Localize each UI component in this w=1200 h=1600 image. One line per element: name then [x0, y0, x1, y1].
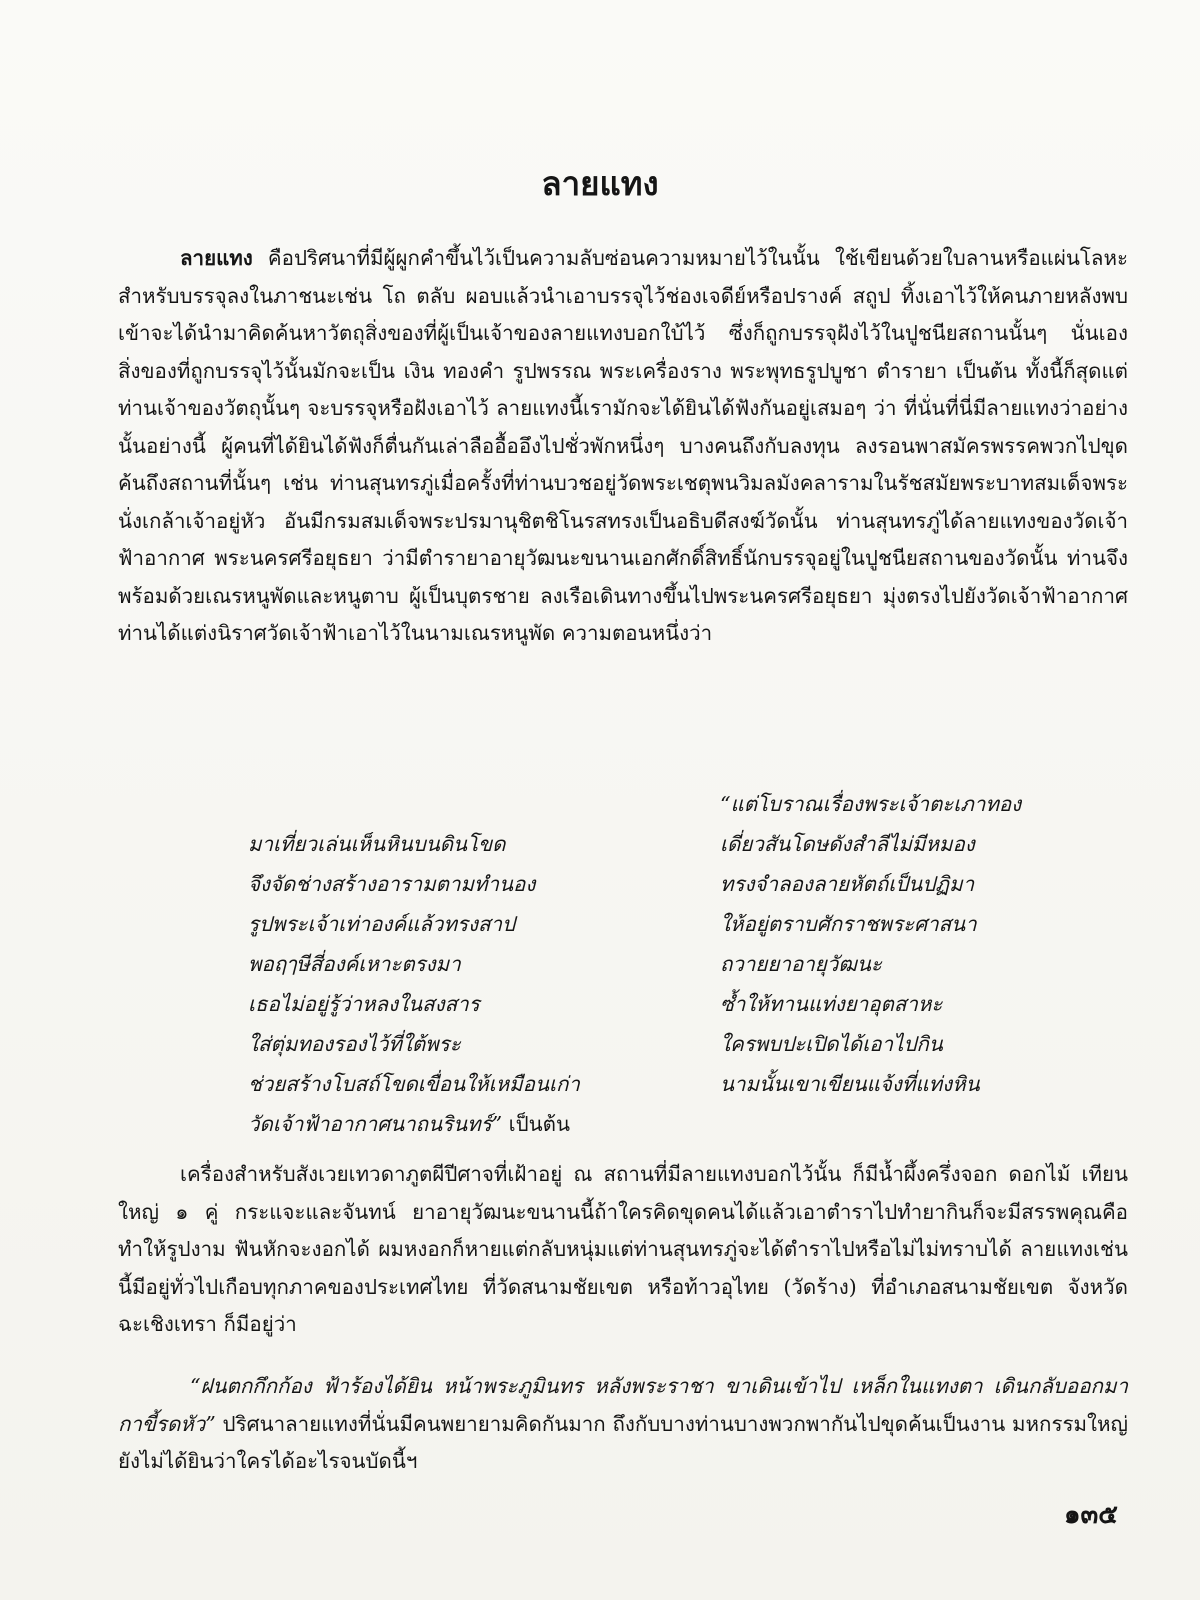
poem-closing-text: วัดเจ้าฟ้าอากาศนาถนรินทร์” [248, 1112, 503, 1136]
poem-line-right: ใครพบปะเปิดได้เอาไปกิน [720, 1032, 943, 1056]
riddle-commentary: ปริศนาลายแทงที่นั่นมีคนพยายามคิดกันมาก ถึงกับบางท่านบางพวกพากันไปขุดค้นเป็นงาน มหกรรมใหญ่ ยังไม่ได้ยินว่าใครได้อะไรจนบัดนี้ฯ [118, 1411, 1128, 1473]
poem-line-right: ให้อยู่ตราบศักราชพระศาสนา [720, 912, 977, 936]
poem-line-left: ใส่ตุ่มทองรองไว้ที่ใต้พระ [248, 1032, 461, 1056]
poem-line-left: รูปพระเจ้าเท่าองค์แล้วทรงสาป [248, 912, 516, 936]
page-number: ๑๓๕ [1064, 1500, 1118, 1530]
paragraph-intro-text: คือปริศนาที่มีผู้ผูกคำขึ้นไว้เป็นความลับซ่อนความหมายไว้ในนั้น ใช้เขียนด้วยใบลานหรือแผ่นโลหะ สำหรับบรรจุลงในภาชนะเช่น โถ ตลับ ผอบแล้วนำเอาบรรจุไว้ช่องเจดีย์หรือปรางค์ สถูป ทิ้งเอาไว้ให้คนภายหลังพบเข้าจะได้นำมาคิดค้นหาวัตถุสิ่งของที่ผู้เป็นเจ้าของลายแทงบอกใบ้ไว้ ซึ่งก็ถูกบรรจุฝังไว้ในปูชนียสถานนั้นๆ นั่นเอง สิ่งของที่ถูกบรรจุไว้นั้นมักจะเป็น เงิน ทองคำ รูปพรรณ พระเครื่องราง พระพุทธรูปบูชา ตำรายา เป็นต้น ทั้งนี้ก็สุดแต่ท่านเจ้าของวัตถุนั้นๆ จะบรรจุหรือฝังเอาไว้ ลายแทงนี้เรามักจะได้ยินได้ฟังกันอยู่เสมอๆ ว่า ที่นั่นที่นี่มีลายแทงว่าอย่างนั้นอย่างนี้ ผู้คนที่ได้ยินได้ฟังก็ตื่นกันเล่าลืออื้ออึงไปชั่วพักหนึ่งๆ บางคนถึงกับลงทุน ลงรอนพาสมัครพรรคพวกไปขุดค้นถึงสถานที่นั้นๆ เช่น ท่านสุนทรภู่เมื่อครั้งที่ท่านบวชอยู่วัดพระเชตุพนวิมลมังคลารามในรัชสมัยพระบาทสมเด็จพระนั่งเกล้าเจ้าอยู่หัว อันมีกรมสมเด็จพระปรมานุชิตชิโนรสทรงเป็นอธิบดีสงฆ์วัดนั้น ท่านสุนทรภู่ได้ลายแทงของวัดเจ้าฟ้าอากาศ พระนครศรีอยุธยา ว่ามีตำรายาอายุวัฒนะขนานเอกศักดิ์สิทธิ์นักบรรจุอยู่ในปูชนียสถานของวัดนั้น ท่านจึงพร้อมด้วยเณรหนูพัดและหนูตาบ ผู้เป็นบุตรชาย ลงเรือเดินทางขึ้นไปพระนครศรีอยุธยา มุ่งตรงไปยังวัดเจ้าฟ้าอากาศ ท่านได้แต่งนิราศวัดเจ้าฟ้าเอาไว้ในนามเณรหนูพัด ความตอนหนึ่งว่า [118, 246, 1128, 645]
poem-opening-line: “แต่โบราณเรื่องพระเจ้าตะเภาทอง [720, 792, 1022, 816]
page-title: ลายแทง [541, 164, 659, 203]
paragraph-riddle [118, 1368, 1128, 1481]
poem-line-right: ถวายยาอายุวัฒนะ [720, 952, 882, 976]
paragraph-intro [118, 240, 1128, 653]
poem-line-left: มาเที่ยวเล่นเห็นหินบนดินโขด [248, 832, 506, 856]
poem-line-left: จึงจัดช่างสร้างอารามตามทำนอง [248, 872, 536, 896]
paragraph-offerings: เครื่องสำหรับสังเวยเทวดาภูตผีปีศาจที่เฝ้าอยู่ ณ สถานที่มีลายแทงบอกไว้นั้น ก็มีน้ำผึ้งครึ่งจอก ดอกไม้ เทียนใหญ่ ๑ คู่ กระแจะและจันทน์ ยาอายุวัฒนะขนานนี้ถ้าใครคิดขุดคนได้แล้วเอาตำราไปทำยากินก็จะมีสรรพคุณคือ ทำให้รูปงาม ฟันหักจะงอกได้ ผมหงอกก็หายแต่กลับหนุ่มแต่ท่านสุนทรภู่จะได้ตำราไปหรือไม่ไม่ทราบได้ ลายแทงเช่นนี้มีอยู่ทั่วไปเกือบทุกภาคของประเทศไทย ที่วัดสนามชัยเขต หรือท้าวอุไทย (วัดร้าง) ที่อำเภอสนามชัยเขต จังหวัดฉะเชิงเทรา ก็มีอยู่ว่า [118, 1162, 1128, 1336]
poem-line-right: นามนั้นเขาเขียนแจ้งที่แท่งหิน [720, 1072, 980, 1096]
poem-line-left: พอฤๅษีสี่องค์เหาะตรงมา [248, 952, 461, 976]
riddle-quote: “ฝนตกกึกก้อง ฟ้าร้องได้ยิน หน้าพระภูมินทร หลังพระราชา ขาเดินเข้าไป เหล็กในแทงตา เดินกลับออกมา กาขี้รดหัว” [118, 1374, 1128, 1436]
paragraph-lead-term: ลายแทง [180, 246, 253, 270]
poem-line-right: ซ้ำให้ทานแท่งยาอุตสาหะ [720, 992, 943, 1016]
poem-closing-suffix: เป็นต้น [502, 1112, 571, 1136]
poem-closing-line [248, 1108, 570, 1140]
poem-line-right: เดี่ยวสันโดษดังสำลีไม่มีหมอง [720, 832, 975, 856]
poem-line-right: ทรงจำลองลายหัตถ์เป็นปฏิมา [720, 872, 975, 896]
poem-line-left: ช่วยสร้างโบสถ์โขดเขื่อนให้เหมือนเก่า [248, 1072, 580, 1096]
poem-line-left: เธอไม่อยู่รู้ว่าหลงในสงสาร [248, 992, 480, 1016]
